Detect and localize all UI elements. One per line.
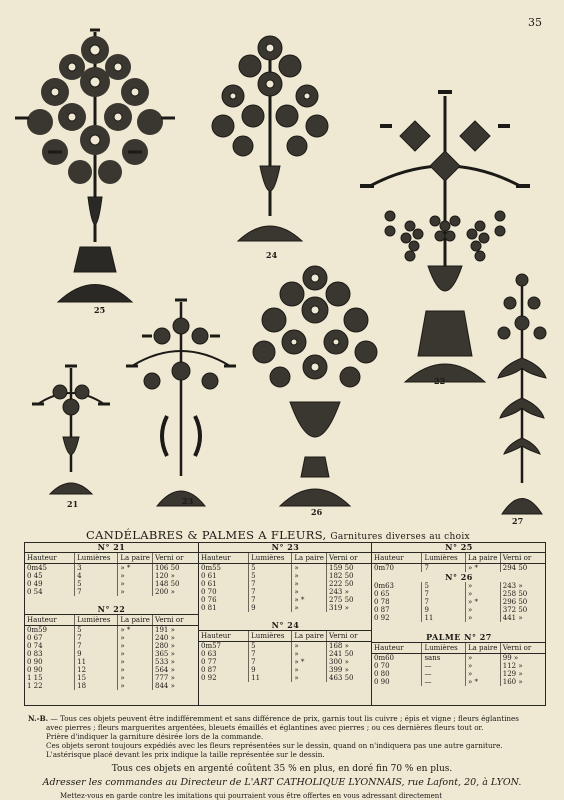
note-line-1 [28,714,538,723]
header-verni: Verni or [155,554,184,562]
header-hauteur: Hauteur [199,631,249,641]
header-paire: La paire [292,553,327,563]
table-row [199,604,372,612]
cell-verni: 280 » [155,642,175,650]
table-column-3 [371,543,546,705]
cell-lumieres: 9 [249,604,292,612]
cell-paire: » [466,654,501,662]
cell-lumieres: 7 [249,588,292,596]
table-row [372,564,546,572]
cell-verni: 148 50 [155,580,180,588]
header-paire: La paire [292,631,327,641]
table-row [372,654,546,662]
cell-hauteur: 1 15 [25,674,75,682]
cell-paire: » [466,590,501,598]
table-row [199,642,372,650]
header-verni: Verni or [329,632,358,640]
cell-hauteur: 0 78 [372,598,422,606]
table-row [25,666,198,674]
vase-bouquet-icon [250,262,380,508]
section-24 [199,621,372,682]
header-hauteur: Hauteur [25,553,75,563]
table-row [199,658,372,666]
header-paire: La paire [466,643,501,653]
cell-paire: » [118,572,153,580]
table-row [199,588,372,596]
table-row [199,596,372,604]
rows [25,564,198,596]
cell-hauteur: 0 87 [199,666,249,674]
cell-paire: » * [466,564,501,572]
table-row [25,658,198,666]
cell-verni: 294 50 [502,564,528,572]
cell-paire: » [118,642,153,650]
cell-hauteur: 0 77 [199,658,249,666]
cell-paire: » [466,606,501,614]
cell-hauteur: 0 67 [25,634,75,642]
cell-paire: » * [118,564,153,572]
notes [28,714,538,759]
table-row [199,580,372,588]
section-22 [25,605,198,690]
candelabra-flowers-slim-icon [122,296,240,508]
cell-verni: 120 » [155,572,175,580]
header-lumieres: Lumières [75,553,118,563]
cell-hauteur: 0 70 [372,662,422,670]
rows [199,642,372,682]
figure-22-label: 22 [434,376,446,386]
table-row [199,564,372,572]
rows [25,626,198,690]
table-column-2 [198,543,372,705]
table-row [25,682,198,690]
cell-paire: » * [466,678,501,686]
cell-hauteur: 0m63 [372,582,422,590]
section-title: N° 22 [97,604,126,614]
cell-paire: » [466,614,501,622]
header-hauteur: Hauteur [199,553,249,563]
note-line-5: L'astérisque placé devant les prix indique la taille représentée sur le dessin. [46,750,325,759]
cell-hauteur: 0m70 [372,564,422,572]
cell-paire: » * [118,626,153,634]
table-column-1 [25,543,198,705]
cell-verni: 159 50 [329,564,354,572]
cell-hauteur: 0 80 [372,670,422,678]
cell-verni: 99 » [502,654,519,662]
section-25 [372,543,546,572]
note-text-1: — Tous ces objets peuvent être indifféremment et sans différence de prix, garnis tout lis cuivre ; épis et vigne ; fleurs églantines [50,714,519,723]
cell-paire: » [118,666,153,674]
cell-verni: 241 50 [329,650,354,658]
figure-25-label: 25 [94,305,106,315]
section-27 [372,633,546,686]
cell-verni: 441 » [502,614,523,622]
candelabra-flowers-large-icon [10,22,180,310]
header-hauteur: Hauteur [372,553,422,563]
cell-paire: » [118,674,153,682]
cell-hauteur: 0 49 [25,580,75,588]
rows [372,564,546,572]
cell-paire: » [118,658,153,666]
note-line-4: Ces objets seront toujours expédiés avec les fleurs représentées sur le dessin, quand on n'indiquera pas une autre garniture. [46,741,503,750]
header-paire: La paire [118,615,153,625]
cell-hauteur: 1 22 [25,682,75,690]
cell-lumieres: 7 [249,650,292,658]
header-paire: La paire [118,553,153,563]
cell-hauteur: 0 54 [25,588,75,596]
cell-verni: 129 » [502,670,523,678]
rows [372,654,546,686]
cell-paire: » [292,604,327,612]
table-header [199,552,372,564]
cell-hauteur: 0m59 [25,626,75,634]
table-row [25,580,198,588]
cell-paire: » [118,588,153,596]
cell-verni: 222 50 [329,580,354,588]
header-lumieres: Lumières [422,643,466,653]
cell-paire: » [292,580,327,588]
figure-23-label: 23 [182,496,194,506]
price-table [24,542,546,706]
section-26 [372,573,546,622]
section-title: N° 24 [271,620,300,630]
table-row [372,678,546,686]
table-row [372,614,546,622]
cell-hauteur: 0 74 [25,642,75,650]
cell-verni: 533 » [155,658,175,666]
table-row [25,674,198,682]
rows [372,582,546,622]
cell-verni: 319 » [329,604,349,612]
table-row [199,674,372,682]
cell-verni: 191 » [155,626,175,634]
table-header [199,630,372,642]
header-verni: Verni or [155,616,184,624]
figure-24-label: 24 [266,250,278,260]
cell-lumieres: 5 [422,582,466,590]
cell-paire: » * [466,598,501,606]
note-line-3: Prière d'indiquer la garniture désirée lors de la commande. [46,732,264,741]
cell-paire: » [292,642,327,650]
cell-lumieres: 7 [75,634,118,642]
header-lumieres: Lumières [249,631,292,641]
table-header [372,552,546,564]
cell-paire: » [292,674,327,682]
table-title-main: CANDÉLABRES & PALMES A FLEURS, [86,528,327,542]
cell-paire: » * [292,658,327,666]
cell-verni: 296 50 [502,598,528,606]
cell-lumieres: 7 [75,588,118,596]
header-paire: La paire [466,553,501,563]
cell-lumieres: sans [422,654,466,662]
figure-21-label: 21 [67,499,79,509]
figure-27-label: 27 [512,516,524,526]
cell-verni: 365 » [155,650,175,658]
cell-lumieres: 12 [75,666,118,674]
header-verni: Verni or [502,644,532,652]
table-row [25,634,198,642]
cell-lumieres: — [422,662,466,670]
cell-lumieres: 5 [249,642,292,650]
cell-paire: » [292,588,327,596]
cell-verni: 243 » [502,582,523,590]
cell-verni: 564 » [155,666,175,674]
cell-hauteur: 0m55 [199,564,249,572]
header-lumieres: Lumières [75,615,118,625]
section-title: N° 23 [271,542,300,552]
cell-lumieres: 11 [422,614,466,622]
table-row [372,606,546,614]
section-23 [199,543,372,612]
cell-lumieres: 9 [249,666,292,674]
figure-26-label: 26 [311,507,323,517]
cell-hauteur: 0 70 [199,588,249,596]
table-row [372,662,546,670]
cell-hauteur: 0 81 [199,604,249,612]
cell-lumieres: 15 [75,674,118,682]
cell-lumieres: — [422,678,466,686]
cell-hauteur: 0 87 [372,606,422,614]
cell-paire: » [466,670,501,678]
table-row [372,582,546,590]
cell-hauteur: 0m45 [25,564,75,572]
cell-lumieres: 9 [75,650,118,658]
section-title: N° 25 [445,542,473,552]
cell-hauteur: 0m60 [372,654,422,662]
cell-paire: » [118,682,153,690]
cell-lumieres: 7 [249,596,292,604]
cell-paire: » [466,582,501,590]
cell-verni: 200 » [155,588,175,596]
cell-lumieres: 5 [249,572,292,580]
cell-verni: 240 » [155,634,175,642]
cell-hauteur: 0 76 [199,596,249,604]
order-address: Adresser les commandes au Directeur de L'ART CATHOLIQUE LYONNAIS, rue Lafont, 20, à LYON. [42,777,522,788]
cell-hauteur: 0m57 [199,642,249,650]
cell-lumieres: 5 [75,580,118,588]
page-number: 35 [528,16,542,29]
cell-lumieres: 9 [422,606,466,614]
table-row [25,572,198,580]
cell-lumieres: 3 [75,564,118,572]
cell-lumieres: 5 [75,626,118,634]
table-row [25,650,198,658]
rows [199,564,372,612]
table-row [25,642,198,650]
cell-lumieres: 11 [75,658,118,666]
table-title [86,528,516,542]
table-header [25,614,198,626]
header-hauteur: Hauteur [25,615,75,625]
table-row [25,588,198,596]
table-row [199,572,372,580]
cell-lumieres: — [422,670,466,678]
cell-verni: 112 » [502,662,523,670]
cell-hauteur: 0 65 [372,590,422,598]
candelabra-small-icon [30,362,112,496]
cell-hauteur: 0 63 [199,650,249,658]
cell-lumieres: 7 [249,658,292,666]
cell-verni: 372 50 [502,606,528,614]
candelabra-flowers-medium-icon [208,26,332,248]
cell-lumieres: 11 [249,674,292,682]
palm-tall-icon [492,268,552,516]
table-title-sub: Garnitures diverses au choix [330,532,470,542]
cell-lumieres: 4 [75,572,118,580]
header-verni: Verni or [329,554,358,562]
cell-paire: » [118,580,153,588]
table-row [372,598,546,606]
cell-paire: » * [292,596,327,604]
cell-paire: » [292,564,327,572]
cell-verni: 160 » [502,678,523,686]
cell-hauteur: 0 92 [372,614,422,622]
silver-price-note: Tous ces objets en argenté coûtent 35 % en plus, en doré fin 70 % en plus. [111,764,453,774]
cell-hauteur: 0 45 [25,572,75,580]
cell-lumieres: 18 [75,682,118,690]
table-row [199,666,372,674]
cell-verni: 258 50 [502,590,528,598]
table-row [199,650,372,658]
cell-lumieres: 7 [422,598,466,606]
cell-lumieres: 7 [75,642,118,650]
cell-verni: 168 » [329,642,349,650]
table-row [372,670,546,678]
cell-lumieres: 7 [422,564,466,572]
cell-paire: » [292,572,327,580]
cell-paire: » [292,650,327,658]
cell-lumieres: 7 [422,590,466,598]
cell-paire: » [118,634,153,642]
cell-verni: 463 50 [329,674,354,682]
table-header [25,552,198,564]
section-title: PALME N° 27 [426,632,492,642]
table-header [372,642,546,654]
cell-hauteur: 0 61 [199,572,249,580]
section-title: N° 26 [445,572,473,582]
warning-line: Mettez-vous en garde contre les imitations qui pourraient vous être offertes en vous adressant directement [60,792,443,800]
table-row [372,590,546,598]
note-line-2: avec pierres ; fleurs marguerites argentées, bleuets émaillés et églantines avec pierres ; ou ces dernières fleurs tout or. [46,723,484,732]
table-row [25,564,198,572]
cell-paire: » [466,662,501,670]
header-verni: Verni or [502,554,532,562]
cell-hauteur: 0 83 [25,650,75,658]
cell-hauteur: 0 61 [199,580,249,588]
cell-verni: 275 50 [329,596,354,604]
header-hauteur: Hauteur [372,643,422,653]
cell-paire: » [292,666,327,674]
cell-hauteur: 0 90 [25,658,75,666]
cell-verni: 300 » [329,658,349,666]
header-lumieres: Lumières [422,553,466,563]
cell-hauteur: 0 90 [25,666,75,674]
cell-verni: 182 50 [329,572,354,580]
header-lumieres: Lumières [249,553,292,563]
table-row [25,626,198,634]
nb-label: N.-B. [28,714,49,723]
cell-verni: 243 » [329,588,349,596]
cell-verni: 777 » [155,674,175,682]
cell-verni: 399 » [329,666,349,674]
cell-lumieres: 7 [249,580,292,588]
section-title: N° 21 [97,542,126,552]
cell-lumieres: 5 [249,564,292,572]
cell-verni: 844 » [155,682,175,690]
cell-hauteur: 0 90 [372,678,422,686]
cell-hauteur: 0 92 [199,674,249,682]
section-21 [25,543,198,596]
cell-paire: » [118,650,153,658]
cell-verni: 106 50 [155,564,180,572]
